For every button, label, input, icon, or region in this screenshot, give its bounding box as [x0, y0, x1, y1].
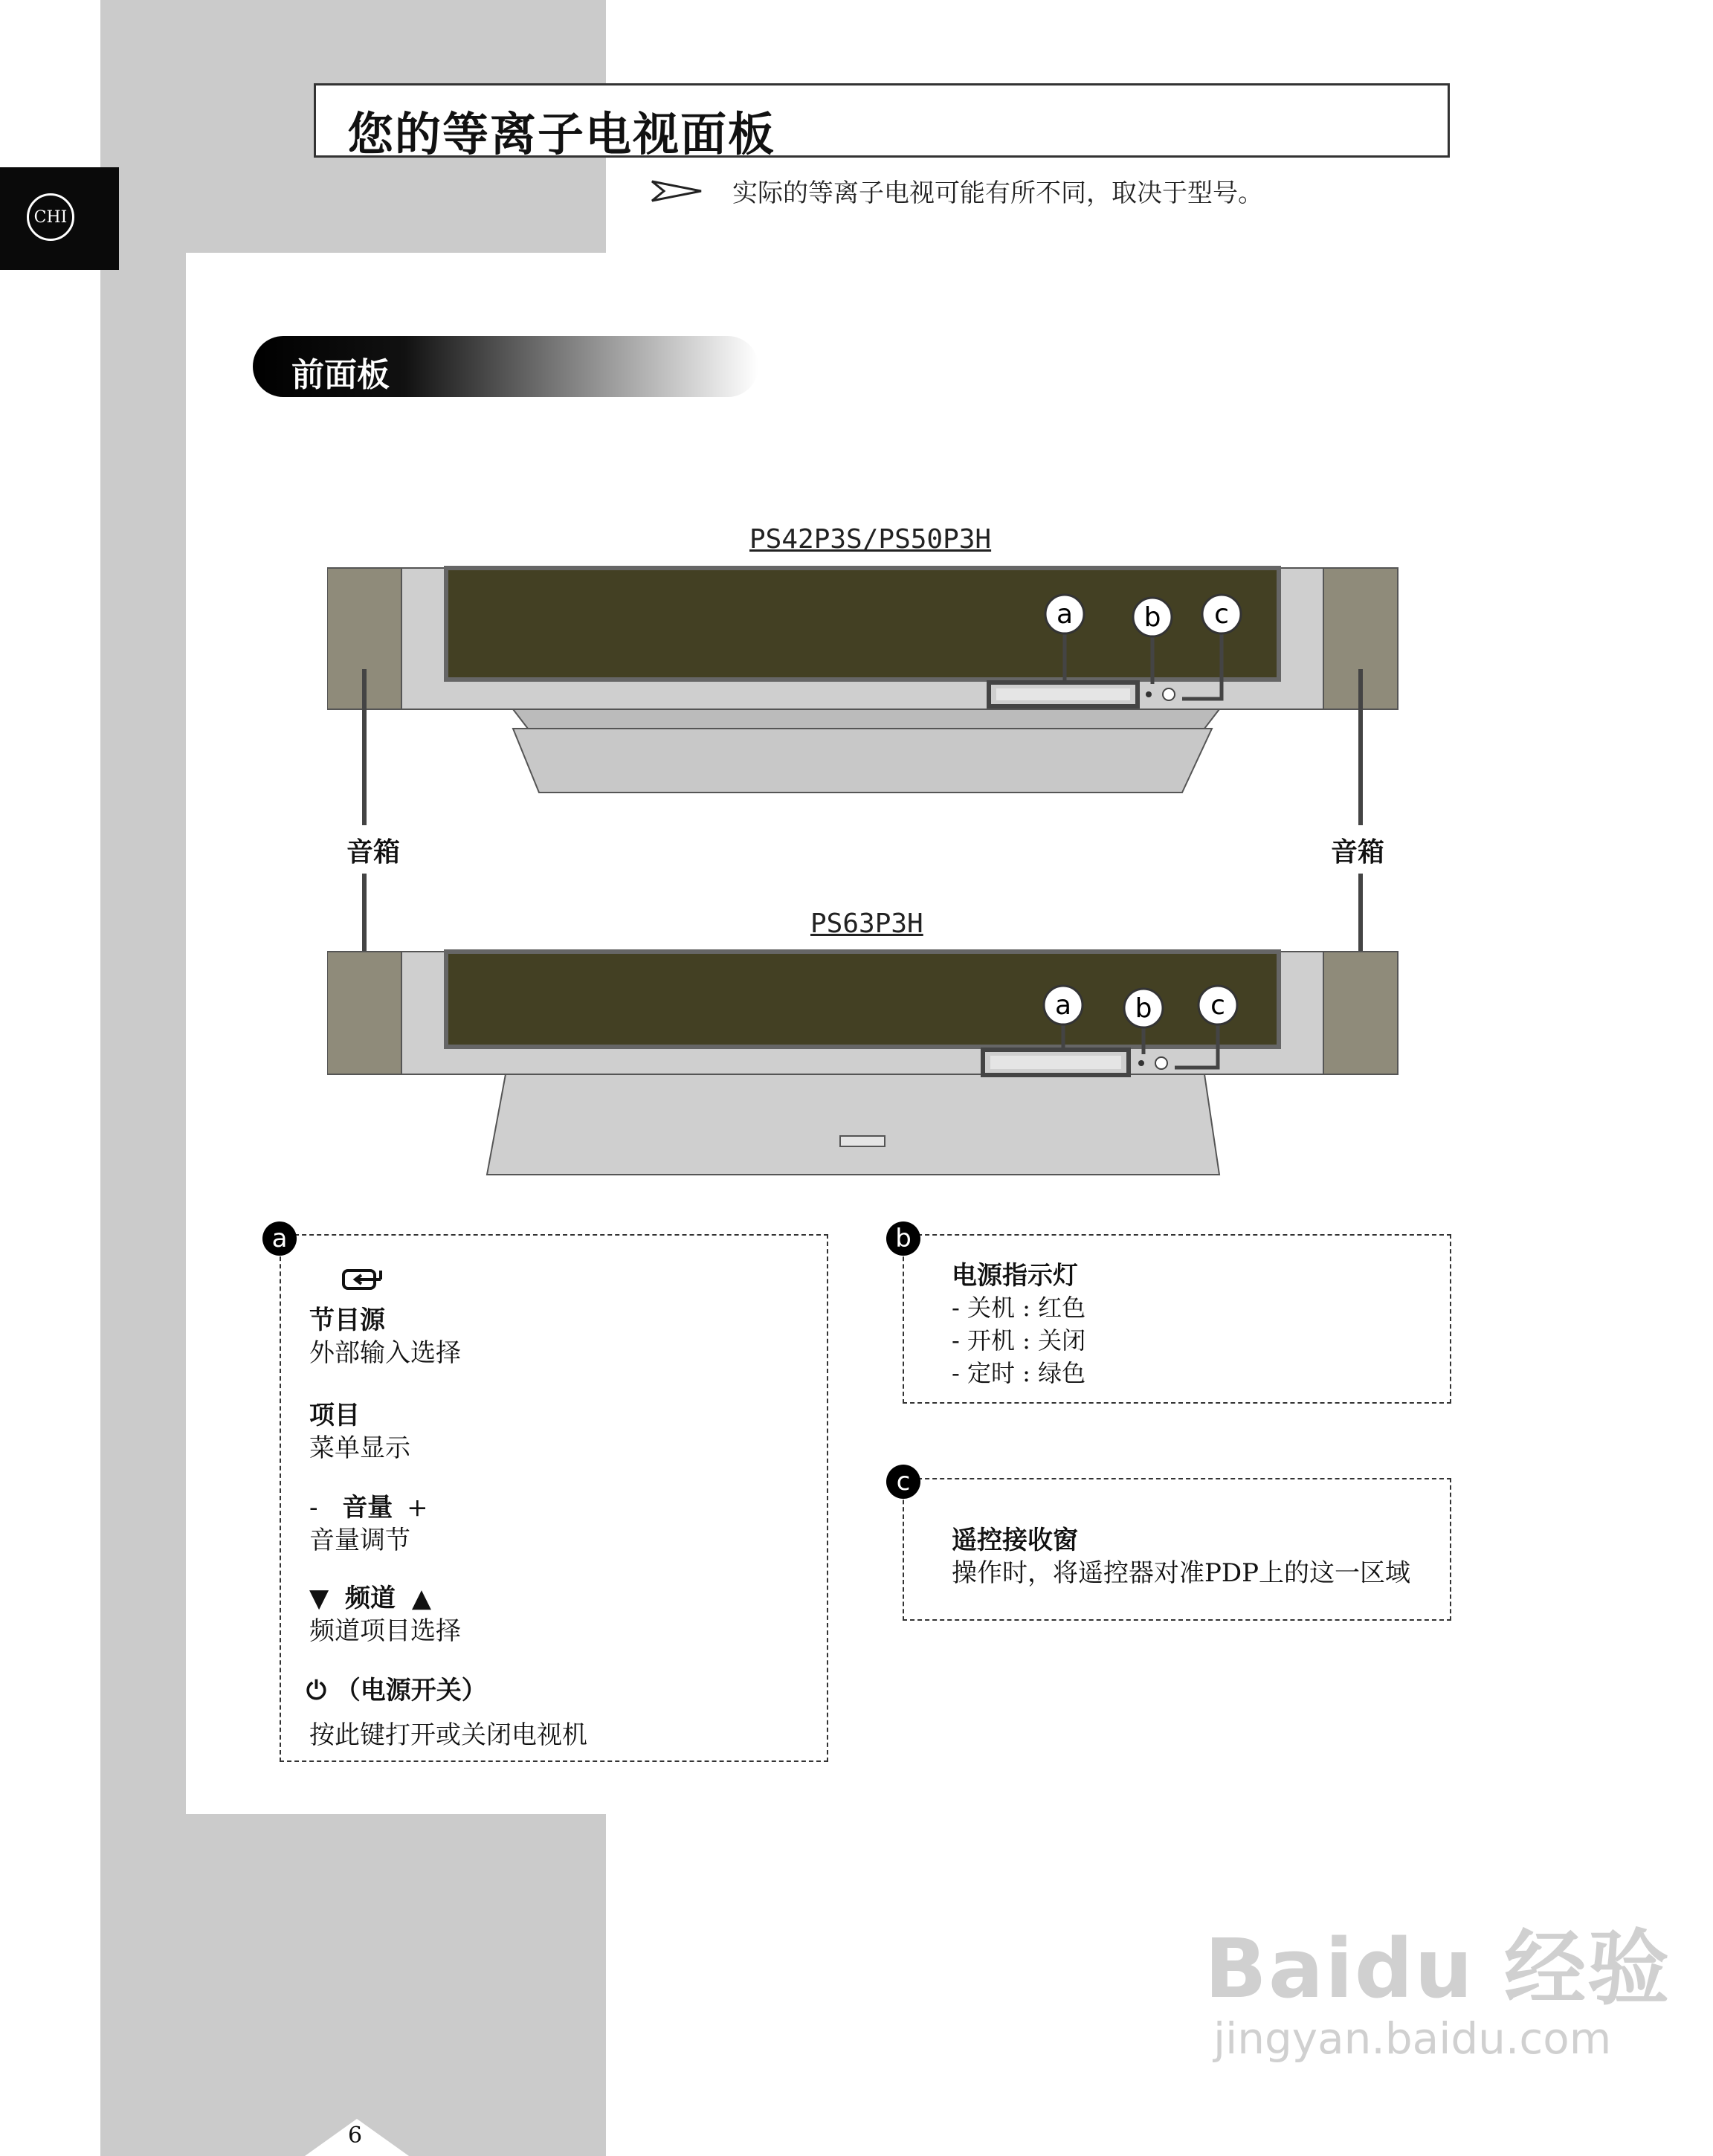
speaker-label-left: 音箱	[346, 836, 401, 868]
menu-title: 项目	[309, 1401, 360, 1430]
indicator-title: 电源指示灯	[952, 1261, 1078, 1291]
remote-sensor-desc: 操作时，将遥控器对准PDP上的这一区域	[952, 1558, 1411, 1588]
speaker-label-right: 音箱	[1331, 836, 1385, 868]
note	[651, 172, 1263, 209]
channel-up-icon: ▲	[411, 1584, 431, 1613]
tv-bottom	[327, 952, 1398, 1175]
page-title: 您的等离子电视面板	[347, 107, 776, 161]
model-label-bottom: PS63P3H	[810, 908, 923, 939]
power-icon: ⏻	[306, 1676, 326, 1705]
volume-title: 音量	[342, 1493, 393, 1523]
language-badge: CHI	[27, 193, 74, 241]
source-desc: 外部输入选择	[309, 1338, 461, 1368]
volume-plus: +	[407, 1493, 428, 1523]
power-desc: 按此键打开或关闭电视机	[309, 1720, 587, 1750]
watermark	[1204, 1903, 1671, 2064]
arrow-icon	[651, 180, 703, 202]
front-panel-diagram	[327, 550, 1472, 1190]
callout-c-bottom: c	[1210, 990, 1225, 1021]
volume-minus: -	[309, 1493, 318, 1523]
callout-b-bottom: b	[1135, 993, 1152, 1024]
watermark-sub: jingyan.baidu.com	[1213, 2013, 1612, 2064]
remote-sensor-title: 遥控接收窗	[952, 1526, 1078, 1555]
watermark-main: Baidu 经验	[1204, 1921, 1671, 2016]
channel-down-icon: ▼	[309, 1584, 329, 1613]
volume-desc: 音量调节	[309, 1526, 410, 1555]
power-title-row	[306, 1670, 487, 1706]
model-label-top: PS42P3S/PS50P3H	[749, 524, 992, 555]
callout-a-top: a	[1056, 599, 1074, 630]
badge-b: b	[886, 1221, 920, 1256]
source-icon	[341, 1268, 382, 1291]
callout-b-top: b	[1143, 602, 1161, 633]
indicator-line-2: - 开机 : 关闭	[952, 1326, 1086, 1355]
badge-c: c	[886, 1465, 920, 1499]
callout-a-bottom: a	[1054, 990, 1072, 1021]
tv-top	[327, 568, 1398, 793]
callout-c-top: c	[1214, 599, 1229, 630]
title-box	[314, 83, 1450, 161]
indicator-line-1: - 关机 : 红色	[952, 1294, 1086, 1322]
section-title: 前面板	[291, 356, 390, 394]
channel-title-row	[309, 1578, 431, 1614]
channel-title: 频道	[345, 1584, 396, 1613]
channel-desc: 频道项目选择	[309, 1616, 461, 1646]
page-number: 6	[348, 2123, 363, 2149]
volume-title-row	[309, 1487, 428, 1523]
power-title: （电源开关）	[335, 1676, 487, 1705]
source-title: 节目源	[309, 1305, 385, 1335]
menu-desc: 菜单显示	[309, 1433, 410, 1463]
indicator-line-3: - 定时 : 绿色	[952, 1359, 1086, 1387]
badge-a: a	[262, 1221, 297, 1256]
section-header	[253, 336, 758, 397]
note-text: 实际的等离子电视可能有所不同，取决于型号。	[732, 178, 1263, 208]
